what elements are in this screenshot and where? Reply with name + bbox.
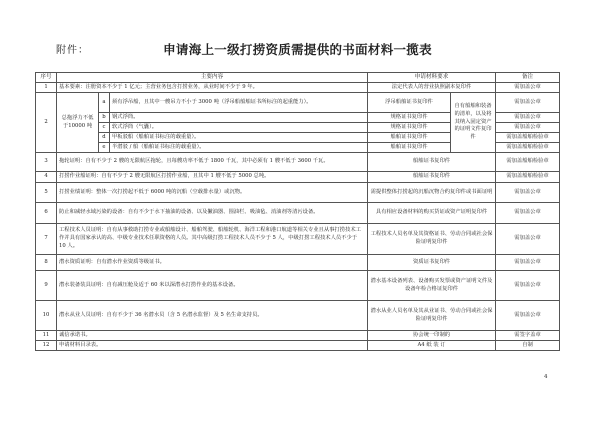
row-number: 6 xyxy=(36,203,57,224)
header-no: 序号 xyxy=(36,73,57,83)
row-materials: 船舶证书复印件 xyxy=(368,172,496,183)
row-remarks: 需加盖船舶检验章 xyxy=(496,172,560,183)
table-row xyxy=(36,255,560,271)
row-materials: 潜水基本设备列表、设备购买发票或资产证明文件及设备年检合格证复印件 xyxy=(368,271,496,301)
header-materials: 申请材料要求 xyxy=(368,73,496,83)
sub-item-content: 钢式浮筒。 xyxy=(110,113,368,123)
table-row xyxy=(36,153,560,172)
table-row xyxy=(36,183,560,203)
sub-item-materials: 船舶证书复印件 xyxy=(368,143,451,153)
row-materials: 需提供整体打捞起的沉船沉物合约复印件或书面证明 xyxy=(368,183,496,203)
row-content: 诚信承诺书。 xyxy=(57,331,368,341)
table-row xyxy=(36,172,560,183)
row-remarks: 需加盖公章 xyxy=(496,271,560,301)
row-remarks: 需加盖公章 xyxy=(496,224,560,255)
page-number: 4 xyxy=(544,374,548,380)
row-content: 工程技术人员证明：自有从事救助打捞专业或船舶设计、船舶驾驶、船舶轮机、海洋工程和港口航道等相关专业且从事打捞技术工作并具有国家承认的高、中级专业技术任职资格的人员。其中高级打捞工程技术人员不少于 5 人，中级打捞工程技术人员不少于 10 人。 xyxy=(57,224,368,255)
sub-item-content: 软式浮筒（气囊）。 xyxy=(110,123,368,133)
document-title: 申请海上一级打捞资质需提供的书面材料一揽表 xyxy=(163,42,432,57)
table-row xyxy=(36,341,560,351)
row-content: 潜水资质证明：自有潜水作业资质等级证书。 xyxy=(57,255,368,271)
row-remarks: 需加盖船舶检验章 xyxy=(496,153,560,172)
row-number: 5 xyxy=(36,183,57,203)
row-materials: 法定代表人的营业执照副本复印件 xyxy=(368,83,496,93)
row-content: 申请材料目录表。 xyxy=(57,341,368,351)
sub-item-letter: a xyxy=(99,93,110,113)
table-header-row xyxy=(36,73,560,83)
attachment-label: 附件： xyxy=(56,45,89,56)
row-materials: 具有相应设备材料的购买货证或资产证明复印件 xyxy=(368,203,496,224)
row-content: 潜水从业人员证明：自有不少于 36 名潜水员（含 5 名潜水监督）及 5 名生命支持员。 xyxy=(57,301,368,331)
sub-item-materials: 船舶证书复印件 xyxy=(368,133,451,143)
row-number: 1 xyxy=(36,83,57,93)
table-row xyxy=(36,83,560,93)
sub-item-remarks: 需加盖公章 xyxy=(496,123,560,133)
sub-item-materials: 规格证书复印件 xyxy=(368,123,451,133)
row-content: 潜水装备装具证明：自有减压舱及适于 60 米以深潜水打捞作业的基本设备。 xyxy=(57,271,368,301)
row-number: 3 xyxy=(36,153,57,172)
table-row xyxy=(36,301,560,331)
shared-materials-note: 自有船舶和装备的清单，以及将其纳入固定资产的证明文件复印件 xyxy=(451,93,496,153)
row-remarks: 需加盖公章 xyxy=(496,301,560,331)
row-materials: 资质证书复印件 xyxy=(368,255,496,271)
row-content: 打捞业绩证明：整体一次打捞起不低于 6000 吨的沉船（空载排水量）或沉物。 xyxy=(57,183,368,203)
sub-item-materials: 浮吊船舶证书复印件 xyxy=(368,93,451,113)
row-number: 12 xyxy=(36,341,57,351)
sub-item-remarks: 需加盖船舶检验章 xyxy=(496,133,560,143)
sub-item-letter: e xyxy=(99,143,110,153)
row-materials: 潜水从业人员名单及其从业证书、劳动合同或社会保险证明复印件 xyxy=(368,301,496,331)
sub-item-letter: c xyxy=(99,123,110,133)
materials-table xyxy=(35,72,560,351)
row-number: 4 xyxy=(36,172,57,183)
row-number: 7 xyxy=(36,224,57,255)
row-materials: 工程技术人员名单及其资格证书、劳动合同或社会保险证明复印件 xyxy=(368,224,496,255)
row-materials: 船舶证书复印件 xyxy=(368,153,496,172)
header-content: 主要内容 xyxy=(57,73,368,83)
table-row xyxy=(36,331,560,341)
row-number: 11 xyxy=(36,331,57,341)
row-remarks: 自制 xyxy=(496,341,560,351)
sub-item-remarks: 需加盖公章 xyxy=(496,93,560,113)
row-content: 拖轮证明：自有不少于 2 艘的无限航区拖轮，且每艘功率不低于 1800 千瓦，其中必须有 1 艘不低于 3600 千瓦。 xyxy=(57,153,368,172)
row-group-label: 总拖浮力不低于10000 吨 xyxy=(57,93,99,153)
row-number: 10 xyxy=(36,301,57,331)
table-row xyxy=(36,224,560,255)
table-row xyxy=(36,271,560,301)
row-materials: A4 纸 装 订 xyxy=(368,341,496,351)
row-number: 9 xyxy=(36,271,57,301)
row-remarks: 需加盖公章 xyxy=(496,183,560,203)
sub-item-content: 半潜驳 / 船（船舶证书标注的载重量）。 xyxy=(110,143,368,153)
row-number: 2 xyxy=(36,93,57,153)
row-content: 基本要素：注册资本不少于 1 亿元；主营业务包含打捞业务，从业时间不少于 9 年。 xyxy=(57,83,368,93)
sub-item-remarks: 需加盖船舶检验章 xyxy=(496,143,560,153)
sub-item-letter: d xyxy=(99,133,110,143)
row-remarks: 需加盖公章 xyxy=(496,203,560,224)
table-row xyxy=(36,93,560,113)
row-content: 防止和减轻水域污染的设备：自有不少于水下抽油的设备、以及撇油器、围油栏、吸油毡、消油剂等清污设备。 xyxy=(57,203,368,224)
sub-item-content: 甲板驳船（船舶证书标注的载重量）。 xyxy=(110,133,368,143)
row-remarks: 需加盖公章 xyxy=(496,255,560,271)
row-materials: 协会统一印制的 xyxy=(368,331,496,341)
sub-item-materials: 规格证书复印件 xyxy=(368,113,451,123)
row-number: 8 xyxy=(36,255,57,271)
row-remarks: 需加盖公章 xyxy=(496,83,560,93)
sub-item-remarks: 需加盖公章 xyxy=(496,113,560,123)
row-content: 打捞作业船证明：自有不少于 2 艘无限航区打捞作业船，且其中 1 艘不低于 5000 总吨。 xyxy=(57,172,368,183)
sub-item-letter: b xyxy=(99,113,110,123)
table-row xyxy=(36,203,560,224)
sub-item-content: 须有浮吊船，且其中一艘吊力不小于 3000 吨（浮吊船船舶证书所标注的起重能力）。 xyxy=(110,93,368,113)
row-remarks: 需签字盖章 xyxy=(496,331,560,341)
header-remarks: 备注 xyxy=(496,73,560,83)
